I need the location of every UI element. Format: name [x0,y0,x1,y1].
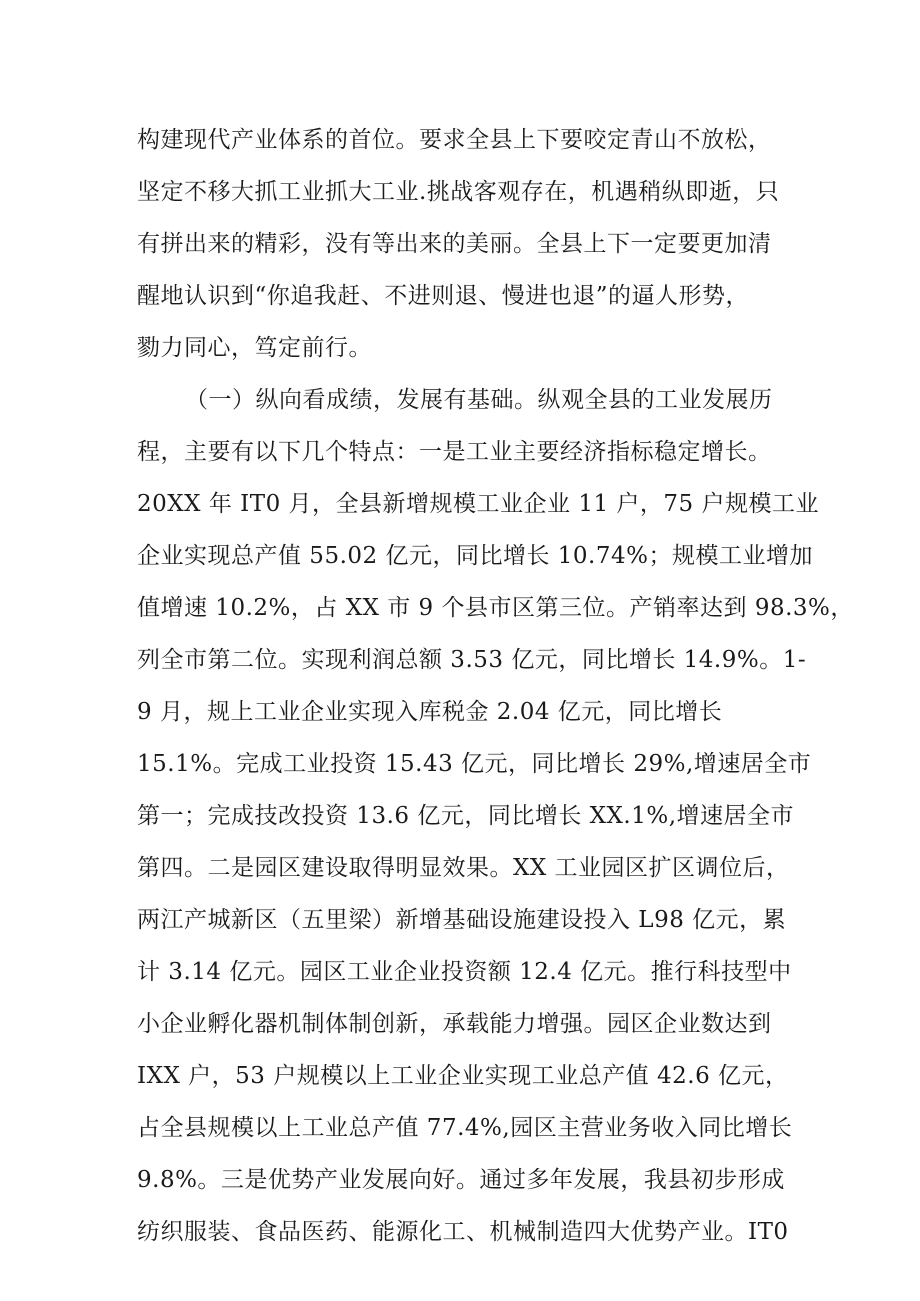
paragraph-first-line: （一）纵向看成绩，发展有基础。纵观全县的工业发展历 [185,387,773,413]
text-line: 勠力同心，笃定前行。 [137,335,372,361]
text-line: 计 3.14 亿元。园区工业企业投资额 12.4 亿元。推行科技型中 [137,959,792,985]
text-line: 列全市第二位。实现利润总额 3.53 亿元，同比增长 14.9%。1- [137,647,807,673]
text-line: IXX 户，53 户规模以上工业企业实现工业总产值 42.6 亿元， [137,1063,789,1089]
text-line: 纺织服装、食品医药、能源化工、机械制造四大优势产业。IT0 [137,1219,789,1245]
text-line: 构建现代产业体系的首位。要求全县上下要咬定青山不放松， [137,127,772,153]
text-line: 15.1%。完成工业投资 15.43 亿元，同比增长 29%,增速居全市 [137,751,812,777]
text-line: 程，主要有以下几个特点：一是工业主要经济指标稳定增长。 [137,439,772,465]
text-line: 20XX 年 IT0 月，全县新增规模工业企业 11 户，75 户规模工业 [137,491,819,517]
text-line: 占全县规模以上工业总产值 77.4%,园区主营业务收入同比增长 [137,1115,793,1141]
text-line: 第四。二是园区建设取得明显效果。XX 工业园区扩区调位后， [137,855,790,881]
text-line: 第一；完成技改投资 13.6 亿元，同比增长 XX.1%,增速居全市 [137,803,795,829]
text-line: 醒地认识到“你追我赶、不进则退、慢进也退”的逼人形势， [137,283,750,309]
text-line: 小企业孵化器机制体制创新，承载能力增强。园区企业数达到 [137,1011,772,1037]
text-line: 9.8%。三是优势产业发展向好。通过多年发展，我县初步形成 [137,1167,785,1193]
text-line: 有拼出来的精彩，没有等出来的美丽。全县上下一定要更加清 [137,231,772,257]
text-line: 企业实现总产值 55.02 亿元，同比增长 10.74%；规模工业增加 [137,543,813,569]
text-line: 9 月，规上工业企业实现入库税金 2.04 亿元，同比增长 [137,699,723,725]
text-line: 值增速 10.2%，占 XX 市 9 个县市区第三位。产销率达到 98.3%， [137,595,854,621]
text-line: 坚定不移大抓工业抓大工业.挑战客观存在，机遇稍纵即逝，只 [137,179,780,205]
text-line: 两江产城新区（五里梁）新增基础设施建设投入 L98 亿元，累 [137,907,787,933]
